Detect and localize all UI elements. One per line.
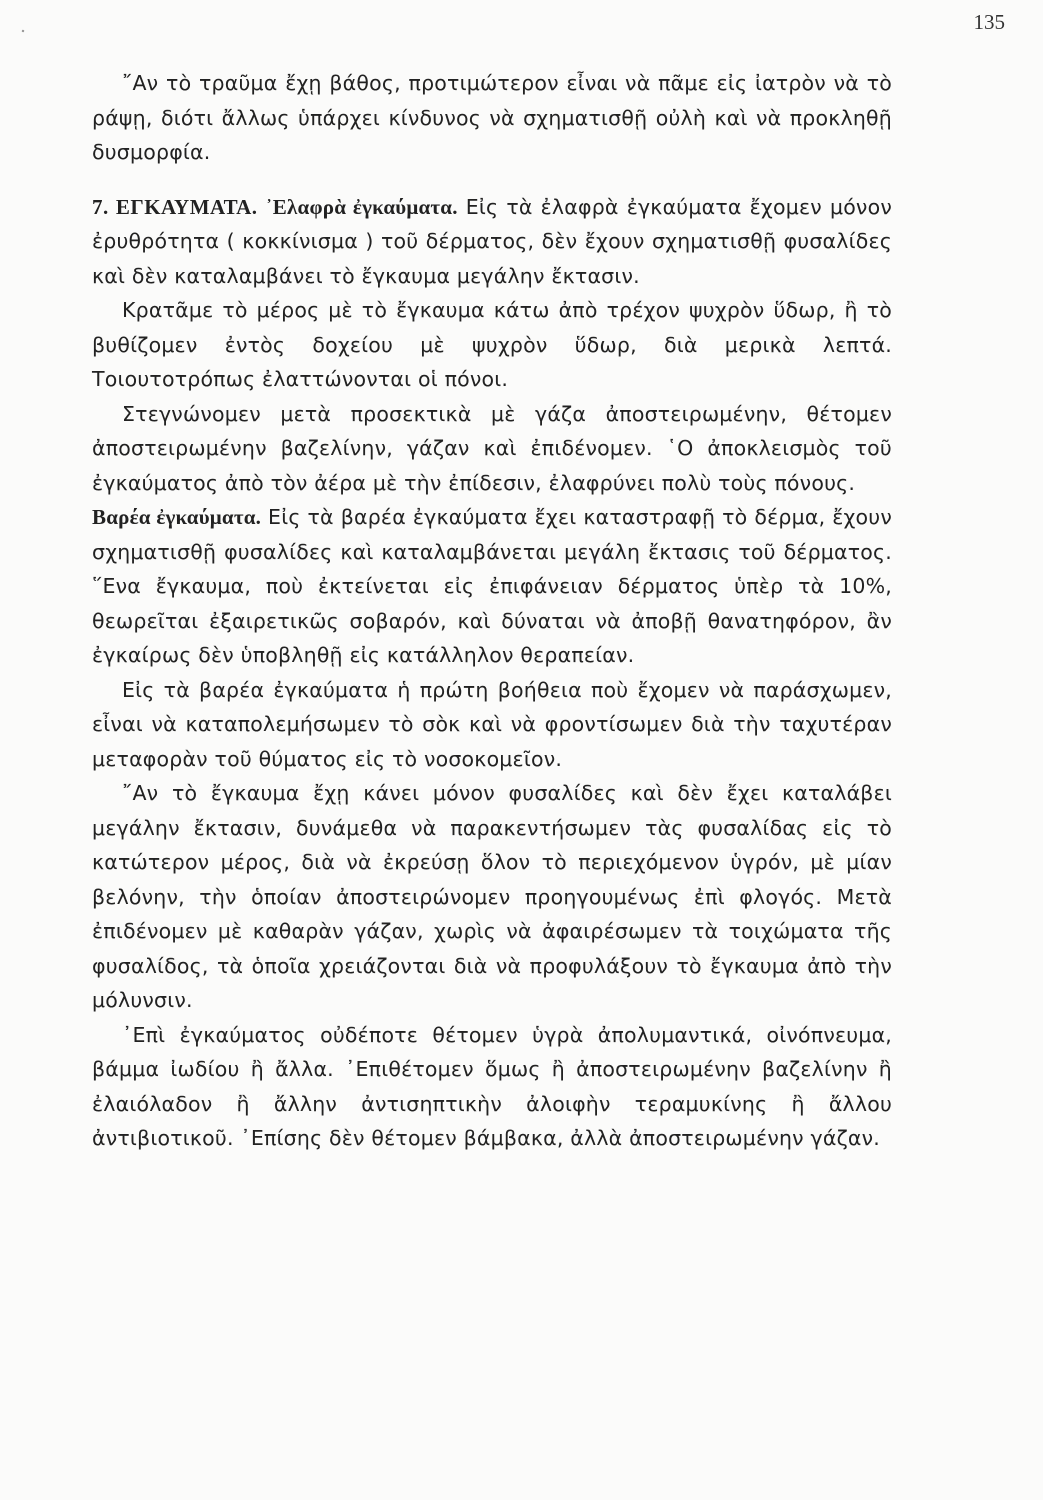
paragraph-dressing: Στεγνώνομεν μετὰ προσεκτικὰ μὲ γάζα ἀποστειρωμένην, θέτομεν ἀποστειρωμένην βαζελίνην, γάζαν καὶ ἐπιδένομεν. ῾Ο ἀποκλεισμὸς τοῦ ἐγκαύματος ἀπὸ τὸν ἀέρα μὲ τὴν ἐπίδεσιν, ἐλαφρύνει πολὺ τοὺς πόνους.: [92, 401, 892, 495]
paragraph-first-aid: Εἰς τὰ βαρέα ἐγκαύματα ἡ πρώτη βοήθεια ποὺ ἔχομεν νὰ παράσχωμεν, εἶναι νὰ καταπολεμήσωμεν τὸ σὸκ καὶ νὰ φροντίσωμεν διὰ τὴν ταχυτέραν μεταφορὰν τοῦ θύματος εἰς τὸ νοσοκομεῖον.: [92, 677, 892, 771]
paragraph-cooling: Κρατᾶμε τὸ μέρος μὲ τὸ ἔγκαυμα κάτω ἀπὸ τρέχον ψυχρὸν ὕδωρ, ἢ τὸ βυθίζομεν ἐντὸς δοχείου μὲ ψυχρὸν ὕδωρ, διὰ μερικὰ λεπτά. Τοιουτοτρόπως ἐλαττώνονται οἱ πόνοι.: [92, 298, 892, 391]
subheading-light-burns: ᾿Ελαφρὰ ἐγκαύματα.: [265, 194, 458, 219]
paragraph-light-burns: [92, 190, 892, 294]
light-burns-text: Εἰς τὰ ἐλαφρὰ ἐγκαύματα ἔχομεν μόνον ἐρυθρότητα ( κοκκίνισμα ) τοῦ δέρματος, δὲν ἔχουν σχηματισθῇ φυσαλίδες καὶ δὲν καταλαμβάνει τὸ ἔγκαυμα μεγάλην ἔκτασιν.: [92, 194, 892, 288]
section-heading-burns: 7. ΕΓΚΑΥΜΑΤΑ.: [92, 194, 258, 219]
page-body: [92, 66, 892, 1156]
scan-speck: [22, 30, 25, 33]
page-number: 135: [973, 10, 1005, 34]
subheading-severe-burns: Βαρέα ἐγκαύματα.: [92, 505, 262, 529]
paragraph-antiseptics: ᾿Επὶ ἐγκαύματος οὐδέποτε θέτομεν ὑγρὰ ἀπολυμαντικά, οἰνόπνευμα, βάμμα ἰωδίου ἢ ἄλλα. ᾿Επιθέτομεν ὅμως ἢ ἀποστειρωμένην βαζελίνην ἢ ἐλαιόλαδον ἢ ἄλλην ἀντισηπτικὴν ἀλοιφὴν τεραμυκίνης ἢ ἄλλου ἀντιβιοτικοῦ. ᾿Επίσης δὲν θέτομεν βάμβακα, ἀλλὰ ἀποστειρωμένην γάζαν.: [92, 1022, 892, 1150]
paragraph-wound-depth: ῎Αν τὸ τραῦμα ἔχῃ βάθος, προτιμώτερον εἶναι νὰ πᾶμε εἰς ἰατρὸν νὰ τὸ ράψῃ, διότι ἄλλως ὑπάρχει κίνδυνος νὰ σχηματισθῇ οὐλὴ καὶ νὰ προκληθῇ δυσμορφία.: [92, 71, 892, 164]
severe-burns-text: Εἰς τὰ βαρέα ἐγκαύματα ἔχει καταστραφῇ τὸ δέρμα, ἔχουν σχηματισθῇ φυσαλίδες καὶ καταλαμβάνεται μεγάλη ἔκτασις τοῦ δέρματος. ῞Ενα ἔγκαυμα, ποὺ ἐκτείνεται εἰς ἐπιφάνειαν δέρματος ὑπὲρ τὰ 10%, θεωρεῖται ἐξαιρετικῶς σοβαρόν, καὶ δύναται νὰ ἀποβῇ θανατηφόρον, ἂν ἐγκαίρως δὲν ὑποβληθῇ εἰς κατάλληλον θεραπείαν.: [92, 505, 893, 667]
paragraph-severe-burns: [92, 500, 892, 673]
paragraph-blisters: ῎Αν τὸ ἔγκαυμα ἔχῃ κάνει μόνον φυσαλίδες καὶ δὲν ἔχει καταλάβει μεγάλην ἔκτασιν, δυνάμεθα νὰ παρακεντήσωμεν τὰς φυσαλίδας εἰς τὸ κατώτερον μέρος, διὰ νὰ ἐκρεύσῃ ὅλον τὸ περιεχόμενον ὑγρόν, μὲ μίαν βελόνην, τὴν ὁποίαν ἀποστειρώνομεν προηγουμένως ἐπὶ φλογός. Μετὰ ἐπιδένομεν μὲ καθαρὰν γάζαν, χωρὶς νὰ ἀφαιρέσωμεν τὰ τοιχώματα τῆς φυσαλίδος, τὰ ὁποῖα χρειάζονται διὰ νὰ προφυλάξουν τὸ ἔγκαυμα ἀπὸ τὴν μόλυνσιν.: [92, 781, 892, 1012]
